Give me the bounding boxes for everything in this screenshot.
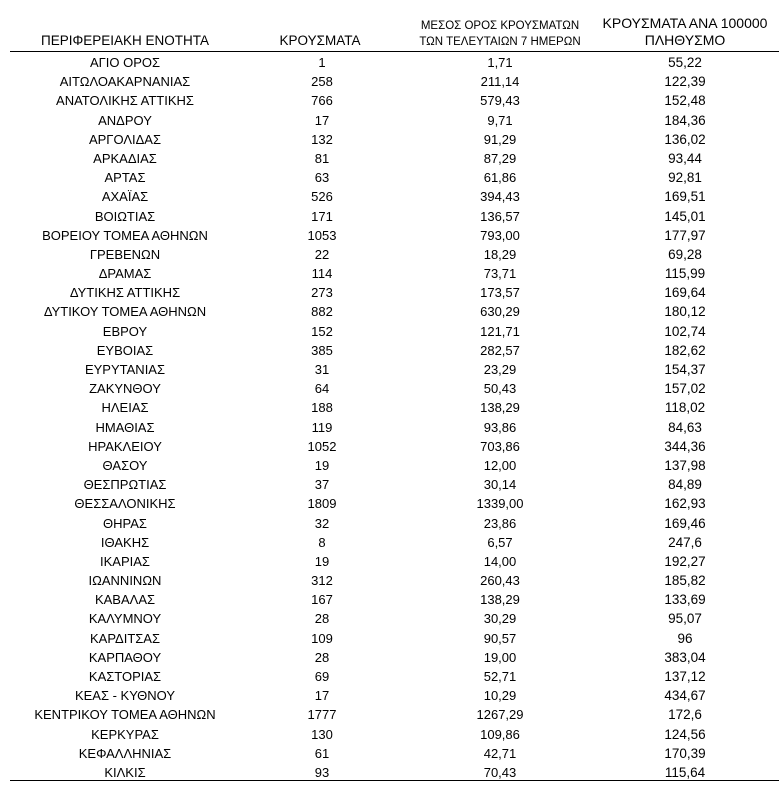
cell-seven-day-average: 10,29	[483, 688, 517, 704]
table-row	[0, 725, 779, 744]
cell-cases-per-100000: 133,69	[664, 592, 706, 608]
cell-seven-day-average: 173,57	[480, 285, 520, 301]
cell-seven-day-average: 23,86	[483, 515, 517, 531]
cell-cases: 766	[311, 93, 333, 109]
cell-cases: 1053	[307, 227, 337, 243]
cell-seven-day-average: 91,29	[483, 131, 517, 147]
table-row	[0, 111, 779, 130]
cell-seven-day-average: 394,43	[480, 189, 520, 205]
cell-region: ΕΥΡΥΤΑΝΙΑΣ	[84, 362, 166, 377]
cell-seven-day-average: 30,29	[483, 611, 517, 627]
cell-region: ΑΧΑΪΑΣ	[101, 189, 149, 205]
cell-region: ΑΝΔΡΟΥ	[98, 112, 152, 128]
cell-seven-day-average: 136,57	[480, 208, 520, 224]
cell-region: ΔΡΑΜΑΣ	[98, 266, 152, 282]
cell-cases: 19	[314, 457, 330, 473]
cell-cases: 109	[311, 630, 333, 646]
cell-cases: 130	[311, 726, 333, 742]
cell-cases-per-100000: 172,6	[668, 707, 702, 723]
cell-cases-per-100000: 115,99	[664, 266, 706, 282]
cell-seven-day-average: 211,14	[480, 74, 520, 90]
cell-cases: 28	[314, 649, 330, 665]
cell-cases-per-100000: 84,89	[668, 477, 702, 493]
cell-region: ΗΜΑΘΙΑΣ	[95, 419, 155, 435]
cell-cases-per-100000: 192,27	[664, 553, 706, 569]
cell-region: ΒΟΡΕΙΟΥ ΤΟΜΕΑ ΑΘΗΝΩΝ	[42, 227, 208, 243]
cell-cases-per-100000: 122,39	[664, 74, 706, 90]
cell-cases-per-100000: 169,64	[664, 285, 706, 301]
cell-cases: 119	[311, 419, 333, 435]
cell-region: ΒΟΙΩΤΙΑΣ	[94, 208, 156, 224]
cell-seven-day-average: 23,29	[483, 362, 517, 377]
table-row	[0, 456, 779, 475]
cell-seven-day-average: 793,00	[480, 227, 520, 243]
cell-cases: 385	[311, 342, 333, 358]
cell-cases-per-100000: 137,12	[664, 669, 706, 684]
table-row	[0, 168, 779, 187]
cell-region: ΙΘΑΚΗΣ	[100, 534, 150, 550]
table-row	[0, 322, 779, 341]
cell-seven-day-average: 18,29	[483, 246, 517, 262]
table-row	[0, 667, 779, 686]
cell-cases: 132	[311, 131, 333, 147]
cell-cases-per-100000: 55,22	[668, 55, 702, 70]
cell-cases: 22	[314, 246, 330, 262]
table-row	[0, 91, 779, 110]
cell-cases: 69	[314, 669, 330, 684]
cell-seven-day-average: 14,00	[483, 553, 517, 569]
cell-seven-day-average: 282,57	[480, 342, 520, 358]
table-row	[0, 283, 779, 302]
cell-region: ΕΒΡΟΥ	[102, 323, 148, 339]
cell-seven-day-average: 52,71	[483, 669, 517, 684]
cell-region: ΚΕΡΚΥΡΑΣ	[91, 726, 159, 742]
cell-cases: 114	[311, 266, 333, 282]
cell-region: ΘΕΣΣΑΛΟΝΙΚΗΣ	[74, 496, 176, 512]
cell-region: ΘΕΣΠΡΩΤΙΑΣ	[83, 477, 167, 493]
cell-seven-day-average: 93,86	[483, 419, 517, 435]
cell-region: ΚΙΛΚΙΣ	[104, 764, 146, 780]
cell-cases: 188	[311, 400, 333, 416]
cell-cases: 167	[311, 592, 333, 608]
table-row	[0, 207, 779, 226]
cell-cases: 882	[311, 304, 333, 320]
cell-seven-day-average: 19,00	[483, 649, 517, 665]
cell-cases-per-100000: 182,62	[664, 342, 706, 358]
cell-seven-day-average: 109,86	[480, 726, 520, 742]
cell-cases-per-100000: 136,02	[664, 131, 706, 147]
cell-cases-per-100000: 170,39	[664, 745, 706, 761]
table-row	[0, 341, 779, 360]
cell-cases: 63	[314, 170, 330, 186]
header-region: ΠΕΡΙΦΕΡΕΙΑΚΗ ΕΝΟΤΗΤΑ	[40, 33, 210, 48]
cell-cases: 61	[314, 745, 330, 761]
cell-cases-per-100000: 137,98	[664, 457, 706, 473]
table-row	[0, 264, 779, 283]
cell-seven-day-average: 73,71	[483, 266, 517, 282]
table-row	[0, 437, 779, 456]
table-row	[0, 475, 779, 494]
cell-cases-per-100000: 102,74	[664, 323, 706, 339]
cell-region: ΑΡΓΟΛΙΔΑΣ	[88, 131, 162, 147]
cell-cases-per-100000: 180,12	[664, 304, 706, 320]
cell-seven-day-average: 90,57	[483, 630, 517, 646]
cell-cases-per-100000: 344,36	[664, 438, 706, 454]
cell-region: ΖΑΚΥΝΘΟΥ	[89, 381, 161, 397]
cell-cases-per-100000: 95,07	[668, 611, 702, 627]
cell-cases: 28	[314, 611, 330, 627]
cell-cases: 312	[311, 573, 333, 589]
header-seven-day-average	[400, 18, 600, 50]
cell-cases-per-100000: 154,37	[664, 362, 706, 377]
cell-region: ΚΕΑΣ - ΚΥΘΝΟΥ	[74, 688, 176, 704]
table-row	[0, 187, 779, 206]
cell-cases-per-100000: 434,67	[664, 688, 706, 704]
table-row	[0, 705, 779, 724]
cell-seven-day-average: 260,43	[480, 573, 520, 589]
cell-cases: 81	[314, 150, 330, 166]
cell-seven-day-average: 30,14	[483, 477, 517, 493]
cell-cases-per-100000: 93,44	[668, 150, 702, 166]
cell-region: ΘΗΡΑΣ	[103, 515, 147, 531]
cell-seven-day-average: 1339,00	[476, 496, 524, 512]
cell-cases-per-100000: 145,01	[664, 208, 706, 224]
table-row	[0, 149, 779, 168]
cell-region: ΔΥΤΙΚΗΣ ΑΤΤΙΚΗΣ	[69, 285, 181, 301]
cell-cases-per-100000: 185,82	[664, 573, 706, 589]
table-row	[0, 629, 779, 648]
cell-seven-day-average: 6,57	[487, 534, 513, 550]
cell-region: ΚΑΒΑΛΑΣ	[94, 592, 156, 608]
cell-seven-day-average: 1,71	[487, 55, 513, 70]
cell-cases: 171	[311, 208, 333, 224]
cell-region: ΔΥΤΙΚΟΥ ΤΟΜΕΑ ΑΘΗΝΩΝ	[43, 304, 207, 320]
table-row	[0, 226, 779, 245]
table-body	[0, 53, 779, 782]
table-row	[0, 398, 779, 417]
cell-cases: 1	[318, 55, 326, 70]
cell-cases-per-100000: 124,56	[664, 726, 706, 742]
table-row	[0, 514, 779, 533]
cell-seven-day-average: 630,29	[480, 304, 520, 320]
cell-cases: 93	[314, 764, 330, 780]
cell-seven-day-average: 703,86	[480, 438, 520, 454]
cell-seven-day-average: 61,86	[483, 170, 517, 186]
cell-region: ΑΓΙΟ ΟΡΟΣ	[89, 55, 161, 70]
table-row	[0, 552, 779, 571]
table-row	[0, 686, 779, 705]
header-divider	[10, 51, 779, 52]
cell-cases: 152	[311, 323, 333, 339]
cell-seven-day-average: 87,29	[483, 150, 517, 166]
cell-region: ΙΩΑΝΝΙΝΩΝ	[88, 573, 162, 589]
table-row	[0, 418, 779, 437]
table-row	[0, 494, 779, 513]
table-row	[0, 72, 779, 91]
cell-region: ΘΑΣΟΥ	[102, 457, 148, 473]
table-row	[0, 360, 779, 379]
cell-cases: 17	[314, 688, 330, 704]
cell-cases-per-100000: 247,6	[668, 534, 702, 550]
table-row	[0, 648, 779, 667]
cell-cases: 1052	[307, 438, 337, 454]
cell-cases: 1777	[307, 707, 337, 723]
header-average-line-1: ΜΕΣΟΣ ΟΡΟΣ ΚΡΟΥΣΜΑΤΩΝ	[420, 20, 580, 32]
table-row	[0, 609, 779, 628]
cell-cases-per-100000: 162,93	[664, 496, 706, 512]
cell-region: ΕΥΒΟΙΑΣ	[96, 342, 154, 358]
cell-cases-per-100000: 115,64	[664, 764, 706, 780]
cell-cases-per-100000: 69,28	[668, 246, 702, 262]
cell-region: ΙΚΑΡΙΑΣ	[100, 553, 150, 569]
cell-seven-day-average: 70,43	[483, 764, 517, 780]
cell-cases: 273	[311, 285, 333, 301]
cell-cases-per-100000: 118,02	[664, 400, 706, 416]
header-average-line-2: ΤΩΝ ΤΕΛΕΥΤΑΙΩΝ 7 ΗΜΕΡΩΝ	[419, 36, 581, 48]
cell-region: ΚΕΦΑΛΛΗΝΙΑΣ	[78, 745, 172, 761]
cell-seven-day-average: 12,00	[483, 457, 517, 473]
cell-region: ΑΡΤΑΣ	[104, 170, 146, 186]
cell-cases-per-100000: 92,81	[668, 170, 702, 186]
cell-region: ΚΑΡΠΑΘΟΥ	[88, 649, 162, 665]
cell-cases: 8	[318, 534, 326, 550]
cell-cases-per-100000: 84,63	[668, 419, 702, 435]
cell-seven-day-average: 50,43	[483, 381, 517, 397]
cell-cases: 31	[314, 362, 330, 377]
cell-region: ΚΑΛΥΜΝΟΥ	[88, 611, 162, 627]
cell-cases: 19	[314, 553, 330, 569]
header-cases: ΚΡΟΥΣΜΑΤΑ	[279, 33, 361, 48]
header-per-line-1: ΚΡΟΥΣΜΑΤΑ ΑΝΑ 100000	[602, 15, 768, 31]
cell-cases-per-100000: 157,02	[664, 381, 706, 397]
cell-cases-per-100000: 383,04	[664, 649, 706, 665]
cell-region: ΚΑΣΤΟΡΙΑΣ	[88, 669, 162, 684]
cell-region: ΑΝΑΤΟΛΙΚΗΣ ΑΤΤΙΚΗΣ	[56, 93, 194, 109]
table-row	[0, 533, 779, 552]
cell-seven-day-average: 42,71	[483, 745, 517, 761]
cell-region: ΚΕΝΤΡΙΚΟΥ ΤΟΜΕΑ ΑΘΗΝΩΝ	[34, 707, 216, 723]
cell-region: ΚΑΡΔΙΤΣΑΣ	[89, 630, 161, 646]
cell-seven-day-average: 9,71	[487, 112, 513, 128]
table-row	[0, 744, 779, 763]
table-row	[0, 379, 779, 398]
cell-seven-day-average: 138,29	[480, 592, 520, 608]
cell-seven-day-average: 121,71	[480, 323, 520, 339]
cell-region: ΑΙΤΩΛΟΑΚΑΡΝΑΝΙΑΣ	[59, 74, 191, 90]
table-header	[0, 0, 779, 52]
cell-cases-per-100000: 177,97	[664, 227, 706, 243]
cell-seven-day-average: 1267,29	[476, 707, 524, 723]
cell-seven-day-average: 138,29	[480, 400, 520, 416]
cell-cases-per-100000: 169,46	[664, 515, 706, 531]
header-per-line-2: ΠΛΗΘΥΣΜΟ	[644, 32, 726, 48]
bottom-divider	[10, 780, 779, 781]
cell-cases: 1809	[307, 496, 337, 512]
cell-region: ΗΡΑΚΛΕΙΟΥ	[88, 438, 162, 454]
cell-region: ΓΡΕΒΕΝΩΝ	[89, 246, 161, 262]
cell-region: ΑΡΚΑΔΙΑΣ	[93, 150, 157, 166]
cell-cases: 37	[314, 477, 330, 493]
cell-region: ΗΛΕΙΑΣ	[101, 400, 149, 416]
cell-cases: 258	[311, 74, 333, 90]
cell-cases-per-100000: 96	[677, 630, 693, 646]
table-row	[0, 302, 779, 321]
cell-cases: 526	[311, 189, 333, 205]
table-row	[0, 245, 779, 264]
table-row	[0, 571, 779, 590]
cell-cases-per-100000: 169,51	[664, 189, 706, 205]
header-cases-per-100000	[590, 15, 779, 49]
table-row	[0, 53, 779, 72]
table-row	[0, 130, 779, 149]
cell-cases-per-100000: 152,48	[664, 93, 706, 109]
cell-seven-day-average: 579,43	[480, 93, 520, 109]
cell-cases: 32	[314, 515, 330, 531]
cell-cases: 64	[314, 381, 330, 397]
table-row	[0, 590, 779, 609]
cell-cases: 17	[314, 112, 330, 128]
cell-cases-per-100000: 184,36	[664, 112, 706, 128]
